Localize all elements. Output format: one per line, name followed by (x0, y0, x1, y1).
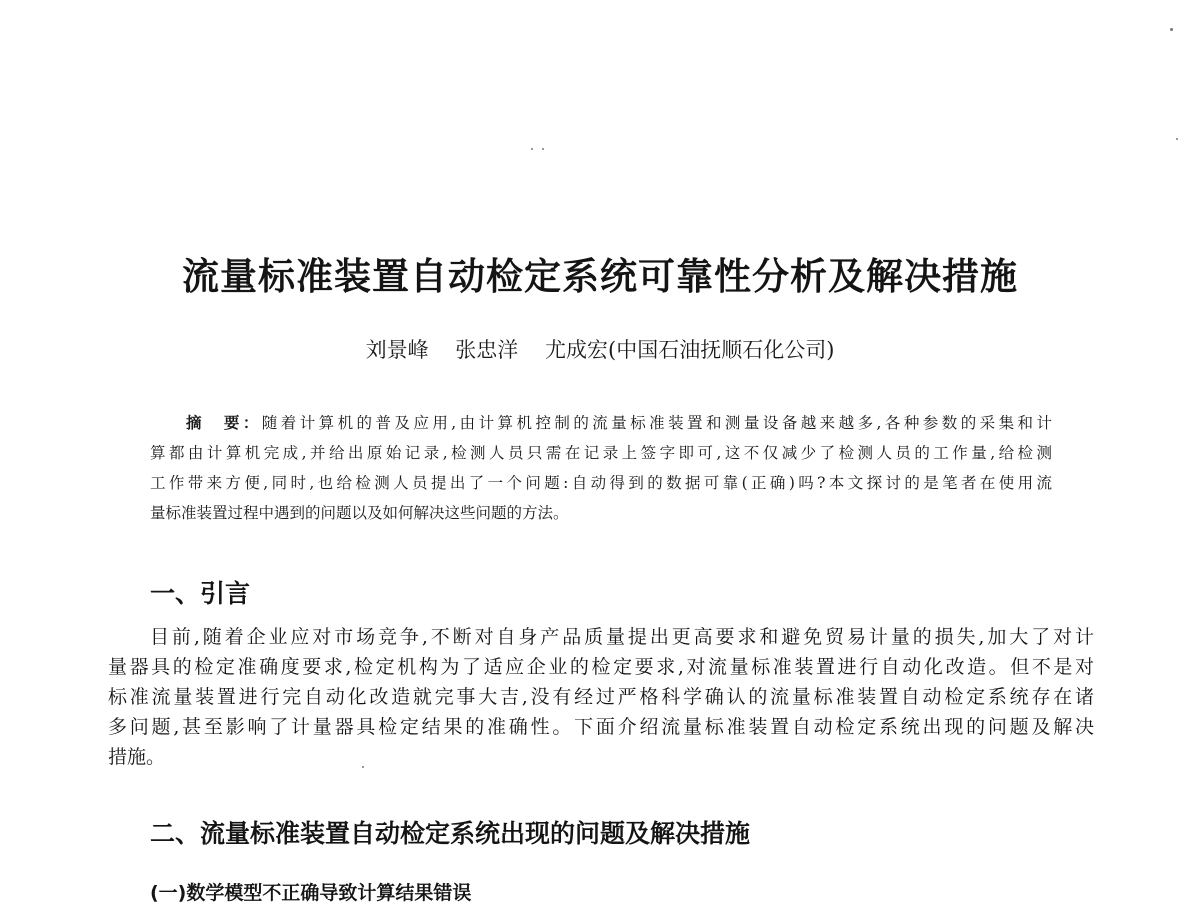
section-heading-problems: 二、流量标准装置自动检定系统出现的问题及解决措施 (150, 819, 751, 848)
author-affiliation: (中国石油抚顺石化公司) (608, 338, 835, 362)
author-line (0, 334, 1200, 364)
section-heading-introduction: 一、引言 (150, 579, 251, 608)
paper-title: 流量标准装置自动检定系统可靠性分析及解决措施 (182, 255, 1018, 298)
paragraph-line: 目前,随着企业应对市场竞争,不断对自身产品质量提出更高要求和避免贸易计量的损失,加大了对计 (150, 626, 1094, 648)
abstract-line: 量标准装置过程中遇到的问题以及如何解决这些问题的方法。 (150, 504, 569, 522)
author-name: 尤成宏 (545, 338, 608, 362)
introduction-paragraph (108, 622, 1094, 772)
paragraph-line: 标准流量装置进行完自动化改造就完事大吉,没有经过严格科学确认的流量标准装置自动检定系统存在诸 (108, 686, 1094, 708)
abstract-label: 摘 要： (186, 414, 262, 432)
paragraph-line: 多问题,甚至影响了计量器具检定结果的准确性。下面介绍流量标准装置自动检定系统出现的问题及解决 (108, 716, 1094, 738)
scan-speck (1170, 28, 1173, 31)
abstract-line: 算都由计算机完成,并给出原始记录,检测人员只需在记录上签字即可,这不仅减少了检测人员的工作量,给检测 (150, 444, 1052, 462)
subsection-heading: (一)数学模型不正确导致计算结果错误 (150, 882, 472, 904)
author-name: 张忠洋 (455, 338, 519, 362)
paragraph-line: 措施。 (108, 746, 166, 768)
paragraph-line: 量器具的检定准确度要求,检定机构为了适应企业的检定要求,对流量标准装置进行自动化改造。但不是对 (108, 656, 1094, 678)
scan-speck (531, 148, 533, 150)
scan-speck (542, 148, 544, 150)
scan-speck (1176, 138, 1178, 140)
author-name: 刘景峰 (365, 338, 429, 362)
abstract (150, 408, 1052, 528)
abstract-line: 工作带来方便,同时,也给检测人员提出了一个问题:自动得到的数据可靠(正确)吗?本文探讨的是笔者在使用流 (150, 474, 1052, 492)
abstract-line: 摘 要：随着计算机的普及应用,由计算机控制的流量标准装置和测量设备越来越多,各种参数的采集和计 (150, 408, 1052, 438)
